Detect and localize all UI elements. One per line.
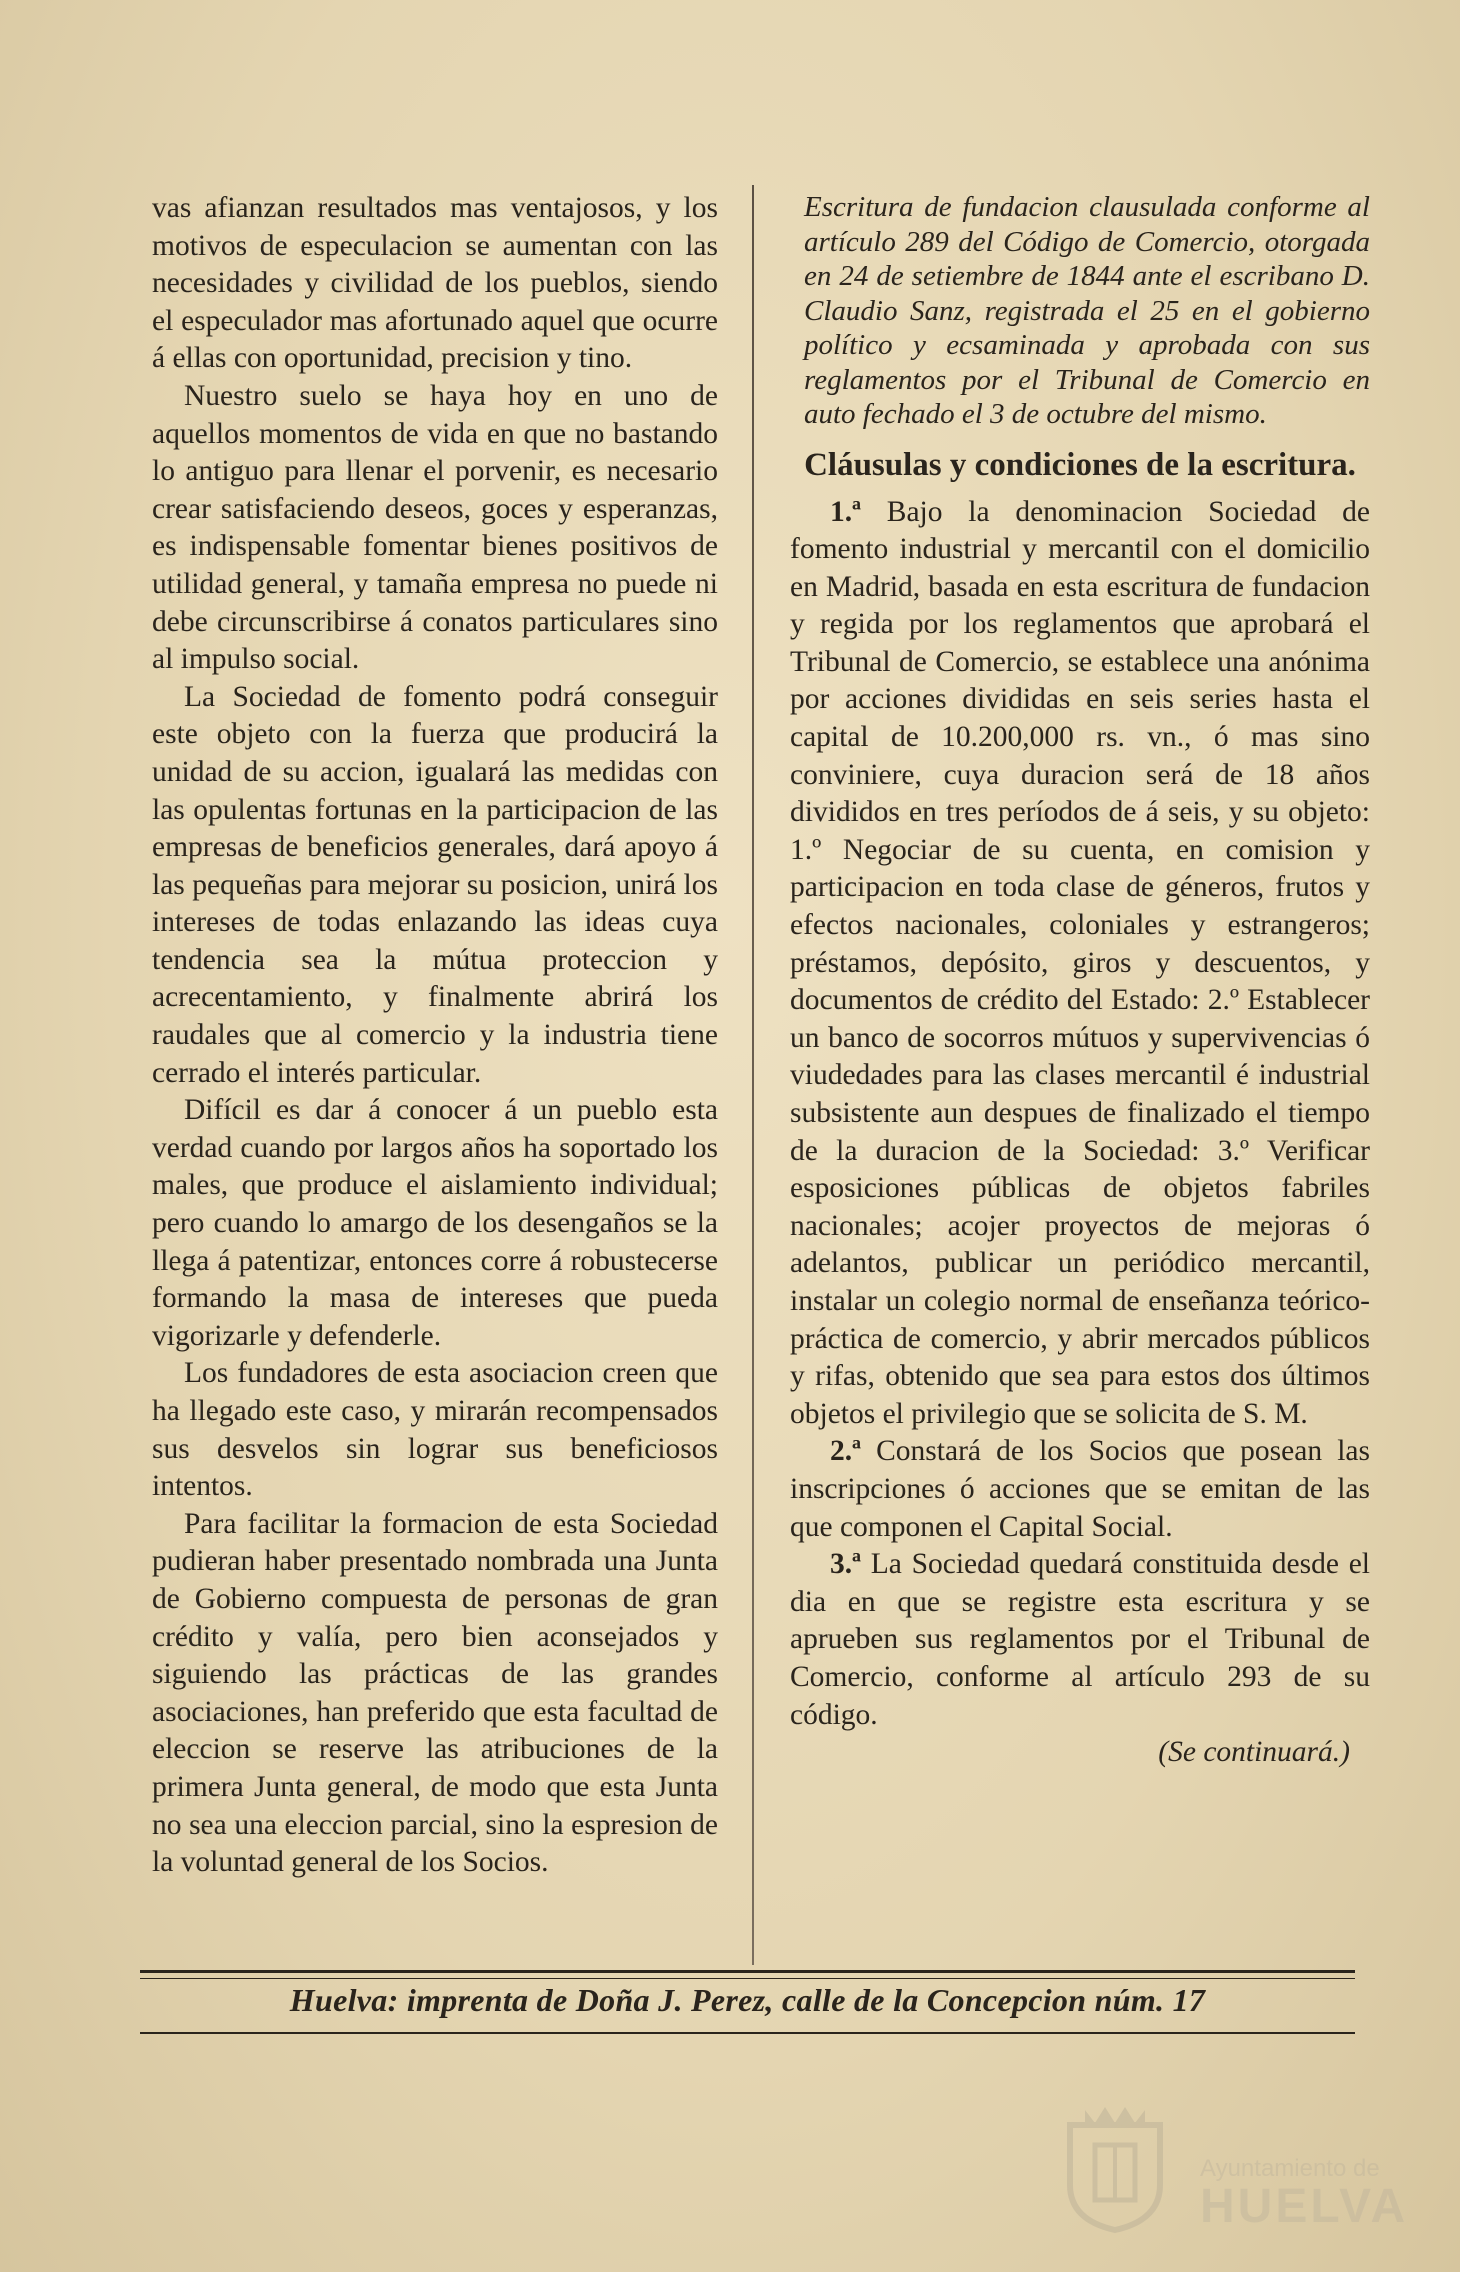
footer-rule-thin	[140, 1978, 1355, 1979]
archive-watermark	[1050, 2085, 1409, 2235]
continuation-row	[790, 1734, 1370, 1772]
paragraph-6: Para facilitar la formacion de esta Sociedad pudieran haber presentado nombrada una Junta de Gobierno compuesta de personas de gran crédito y valía, pero bien aconsejados y siguiendo las prácticas de las grandes asociaciones, han preferido que esta facultad de eleccion se reserve las atribuciones de la primera Junta general, de modo que esta Junta no sea una eleccion parcial, sino la espresion de la voluntad general de los Socios.	[152, 1507, 718, 1879]
deed-intro: Escritura de fundacion clausulada conforme al artículo 289 del Código de Comercio, otorgada en 24 de setiembre de 1844 ante el escribano D. Claudio Sanz, registrada el 25 en el gobierno político y ecsaminada y aprobada con sus reglamentos por el Tribunal de Comercio en auto fechado el 3 de octubre del mismo.	[804, 191, 1370, 430]
coat-of-arms-icon	[1050, 2095, 1180, 2235]
clause-1-number: 1.ª	[830, 495, 861, 528]
left-column	[152, 190, 718, 1882]
clause-3	[790, 1546, 1370, 1734]
clause-3-text: La Sociedad quedará constituida desde el dia en que se registre esta escritura y se aprueben sus reglamentos por el Tribunal de Comercio, conforme al artículo 293 de su código.	[790, 1548, 1370, 1731]
watermark-line-1: Ayuntamiento de	[1200, 2155, 1380, 2182]
watermark-line-2: HUELVA	[1200, 2180, 1409, 2233]
continuation-note: (Se continuará.)	[1158, 1736, 1350, 1769]
clause-3-number: 3.ª	[830, 1548, 861, 1581]
column-divider	[752, 185, 754, 1965]
section-heading: Cláusulas y condiciones de la escritura.	[804, 446, 1356, 483]
clause-2-text: Constará de los Socios que posean las inscripciones ó acciones que se emitan de las que componen el Capital Social.	[790, 1435, 1371, 1543]
paragraph-2: Nuestro suelo se haya hoy en uno de aquellos momentos de vida en que no bastando lo antiguo para llenar el porvenir, es necesario crear satisfaciendo deseos, goces y esperanzas, es indispensable fomentar bienes positivos de utilidad general, y tamaña empresa no puede ni debe circunscribirse á conatos particulares sino al impulso social.	[152, 379, 718, 676]
paragraph-3: La Sociedad de fomento podrá conseguir este objeto con la fuerza que producirá la unidad de su accion, igualará las medidas con las opulentas fortunas en la participacion de las empresas de beneficios generales, dará apoyo á las pequeñas para mejorar su posicion, unirá los intereses de todas enlazando las ideas cuya tendencia sea la mútua proteccion y acrecentamiento, y finalmente abrirá los raudales que al comercio y la industria tiene cerrado el interés particular.	[152, 680, 718, 1089]
right-column	[790, 190, 1370, 1772]
printer-imprint: Huelva: imprenta de Doña J. Perez, calle de la Concepcion núm. 17	[289, 1982, 1206, 2018]
clause-2-number: 2.ª	[830, 1435, 861, 1468]
clause-2	[790, 1433, 1370, 1546]
footer-rule-bottom	[140, 2032, 1355, 2034]
clause-list	[790, 494, 1370, 1735]
paragraph-5: Los fundadores de esta asociacion creen que ha llegado este caso, y mirarán recompensados sus desvelos sin lograr sus beneficiosos intentos.	[152, 1357, 718, 1503]
paragraph-1: vas afianzan resultados mas ventajosos, y los motivos de especulacion se aumentan con las necesidades y civilidad de los pueblos, siendo el especulador mas afortunado aquel que ocurre á ellas con oportunidad, precision y tino.	[152, 192, 718, 375]
clause-1	[790, 494, 1370, 1434]
footer-rule-thick	[140, 1970, 1355, 1973]
paragraph-4: Difícil es dar á conocer á un pueblo esta verdad cuando por largos años ha soportado los males, que produce el aislamiento individual; pero cuando lo amargo de los desengaños se la llega á patentizar, entonces corre á robustecerse formando la masa de intereses que pueda vigorizarle y defenderle.	[152, 1094, 718, 1352]
clause-1-text: Bajo la denominacion Sociedad de fomento industrial y mercantil con el domicilio en Madrid, basada en esta escritura de fundacion y regida por los reglamentos que aprobará el Tribunal de Comercio, se establece una anónima por acciones divididas en seis series hasta el capital de 10.200,000 rs. vn., ó mas sino conviniere, cuya duracion será de 18 años divididos en tres períodos de á seis, y su objeto: 1.º Negociar de su cuenta, en comision y participacion en toda clase de géneros, frutos y efectos nacionales, coloniales y estrangeros; préstamos, depósito, giros y descuentos, y documentos de crédito del Estado: 2.º Establecer un banco de socorros mútuos y supervivencias ó viudedades para las clases mercantil é industrial subsistente aun despues de finalizado el tiempo de la duracion de la Sociedad: 3.º Verificar esposiciones públicas de objetos fabriles nacionales; acojer proyectos de mejoras ó adelantos, publicar un periódico mercantil, instalar un colegio normal de enseñanza teórico-práctica de comercio, y abrir mercados públicos y rifas, obtenido que sea para estos dos últimos objetos el privilegio que se solicita de S. M.	[790, 495, 1370, 1430]
